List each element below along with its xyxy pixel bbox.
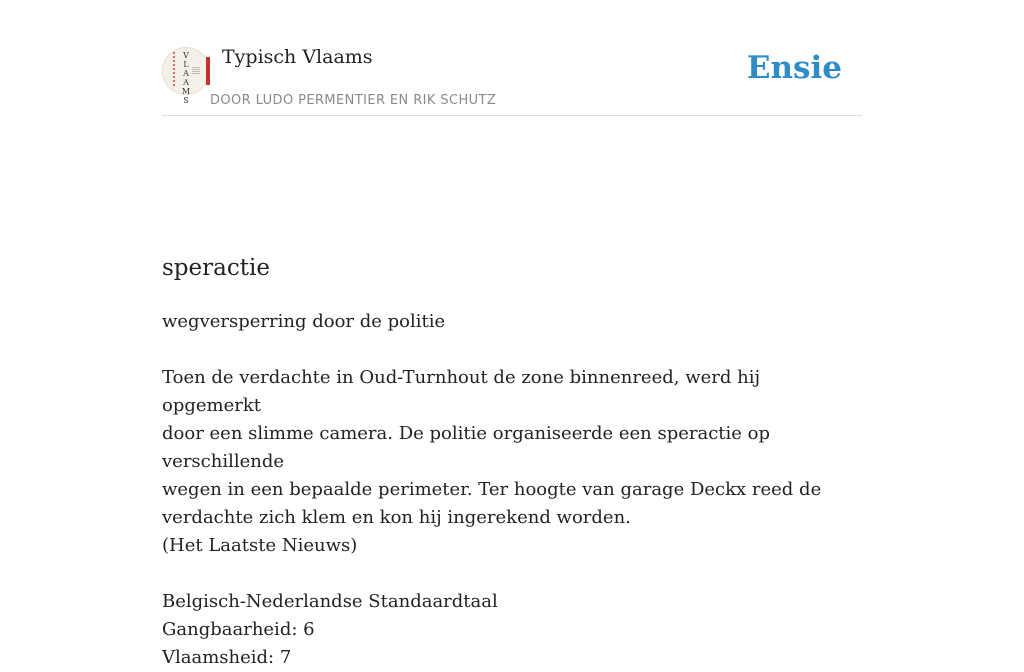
header xyxy=(162,0,862,116)
cover-letters xyxy=(179,51,193,105)
entry-term: speractie xyxy=(162,255,270,281)
book-title[interactable]: Typisch Vlaams xyxy=(222,46,373,68)
cover-letter: L xyxy=(183,60,189,69)
language-label: Belgisch-Nederlandse Standaardtaal xyxy=(162,591,498,612)
ensie-logo[interactable]: Ensie xyxy=(746,50,842,86)
cover-side-decoration xyxy=(173,52,175,88)
cover-text-decoration xyxy=(192,67,200,75)
example-source: (Het Laatste Nieuws) xyxy=(162,535,358,556)
spacer xyxy=(162,560,862,588)
cover-letter: S xyxy=(183,96,189,105)
example-line: wegen in een bepaalde perimeter. Ter hoogte van garage Deckx reed de xyxy=(162,479,822,500)
example-line: verdachte zich klem en kon hij ingerekend worden. xyxy=(162,507,631,528)
gangbaarheid-score: Gangbaarheid: 6 xyxy=(162,619,315,640)
spacer xyxy=(162,336,862,364)
example-line: door een slimme camera. De politie organiseerde een speractie op verschillende xyxy=(162,423,771,472)
entry-body xyxy=(162,308,862,672)
book-cover-avatar[interactable] xyxy=(162,47,210,105)
page-container xyxy=(162,0,862,668)
cover-red-edge xyxy=(206,57,210,85)
entry-definition: wegversperring door de politie xyxy=(162,311,446,332)
cover-letter: V xyxy=(183,51,189,60)
example-line: Toen de verdachte in Oud-Turnhout de zone binnenreed, werd hij opgemerkt xyxy=(162,367,761,416)
cover-letter: M xyxy=(181,87,191,96)
book-authors: DOOR LUDO PERMENTIER EN RIK SCHUTZ xyxy=(210,93,497,108)
vlaamsheid-score: Vlaamsheid: 7 xyxy=(162,647,292,668)
cover-letter: A xyxy=(183,78,189,87)
cover-letter: A xyxy=(183,69,189,78)
